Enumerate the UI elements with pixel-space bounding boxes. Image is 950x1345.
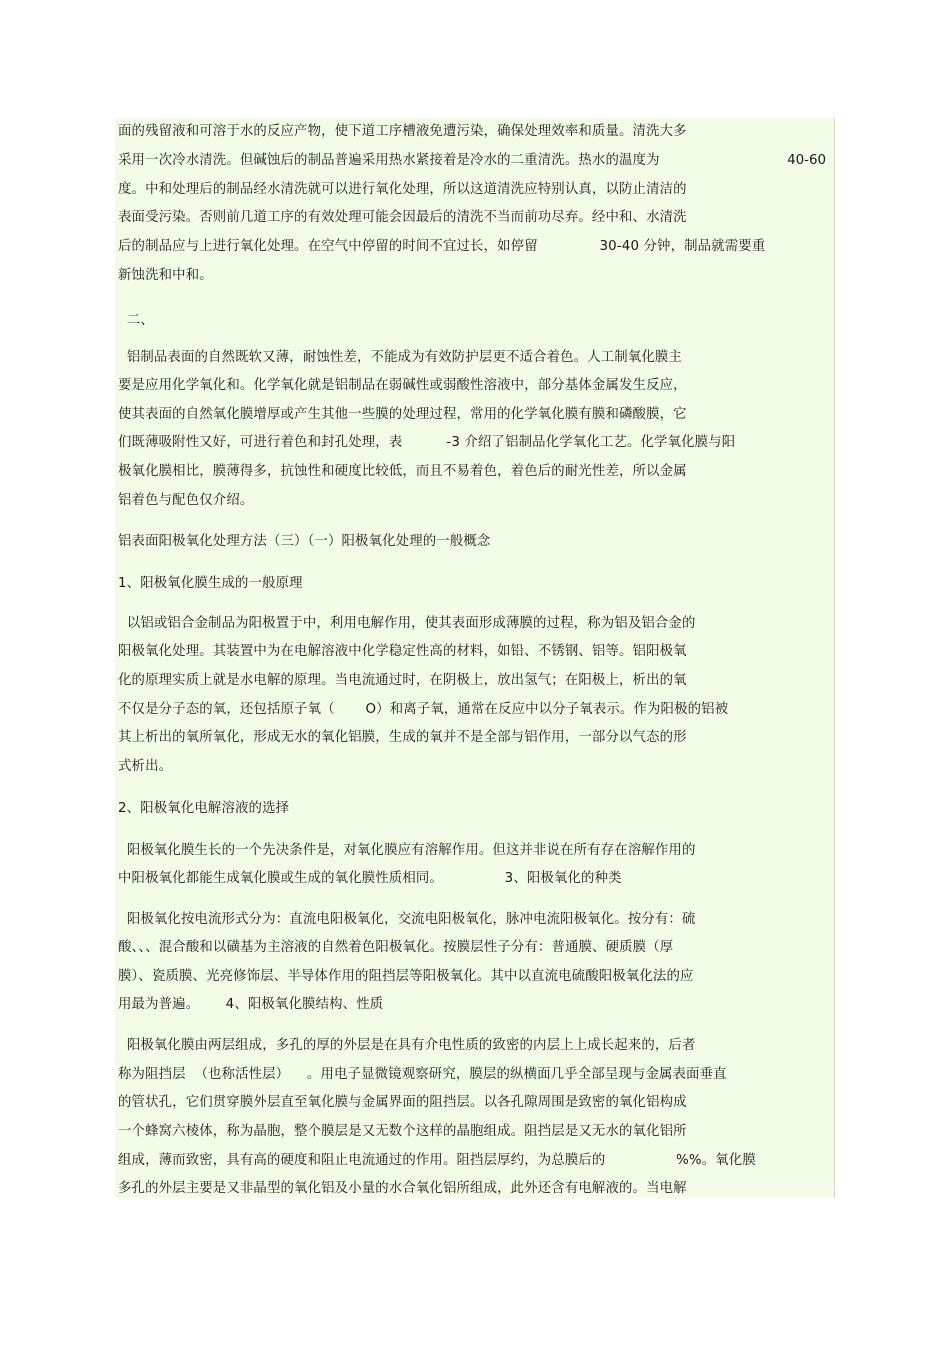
section-heading: 2、阳极氧化电解溶液的选择 (118, 801, 290, 816)
text-line: 用最为普遍。 4、阳极氧化膜结构、性质 (118, 997, 384, 1012)
text-line: 后的制品应与上进行氧化处理。在空气中停留的时间不宜过长，如停留 30-40 分钟，制品就需要重 (118, 239, 766, 254)
text-line: 多孔的外层主要是又非晶型的氧化铝及小量的水合氧化铝所组成，此外还含有电解液的。当电解 (118, 1181, 687, 1196)
section-heading: 1、阳极氧化膜生成的一般原理 (118, 576, 303, 591)
temperature-value: 40-60 (787, 153, 826, 168)
text-line: 极氧化膜相比，膜薄得多，抗蚀性和硬度比较低，而且不易着色，着色后的耐光性差，所以金属 (118, 464, 687, 479)
text-line: 阳极氧化膜生长的一个先决条件是，对氧化膜应有溶解作用。但这并非说在所有存在溶解作用的 (118, 843, 696, 858)
text-line: 新蚀洗和中和。 (118, 268, 213, 283)
text-line: 其上析出的氧所氧化，形成无水的氧化铝膜，生成的氧并不是全部与铝作用，一部分以气态的形 (118, 730, 687, 745)
text-line: 中阳极氧化都能生成氧化膜或生成的氧化膜性质相同。 3、阳极氧化的种类 (118, 871, 622, 886)
text-line: 阳极氧化处理。其装置中为在电解溶液中化学稳定性高的材料，如铅、不锈钢、铝等。铝阳极氧 (118, 644, 687, 659)
text-line: 采用一次冷水清洗。但碱蚀后的制品普遍采用热水紧接着是冷水的二重清洗。热水的温度为 (118, 153, 660, 168)
text-line: 使其表面的自然氧化膜增厚或产生其他一些膜的处理过程，常用的化学氧化膜有膜和磷酸膜，它 (118, 407, 687, 422)
text-line: 以铝或铝合金制品为阳极置于中，利用电解作用，使其表面形成薄膜的过程，称为铝及铝合金的 (118, 616, 696, 631)
text-line: 铝制品表面的自然既软又薄，耐蚀性差，不能成为有效防护层更不适合着色。人工制氧化膜主 (118, 350, 682, 365)
section-heading: 铝表面阳极氧化处理方法（三）（一）阳极氧化处理的一般概念 (118, 534, 491, 549)
text-line: 式析出。 (118, 759, 173, 774)
text-line: 表面受污染。否则前几道工序的有效处理可能会因最后的清洗不当而前功尽弃。经中和、水清洗 (118, 210, 687, 225)
text-line: 化的原理实质上就是水电解的原理。当电流通过时，在阴极上，放出氢气；在阳极上，析出的氧 (118, 673, 687, 688)
text-line: 一个蜂窝六棱体，称为晶胞，整个膜层是又无数个这样的晶胞组成。阻挡层是又无水的氧化铝所 (118, 1124, 687, 1139)
text-line: 铝着色与配色仅介绍。 (118, 493, 254, 508)
text-line: 度。中和处理后的制品经水清洗就可以进行氧化处理，所以这道清洗应特别认真，以防止清洁的 (118, 182, 687, 197)
text-line: 不仅是分子态的氧，还包括原子氧（ O）和离子氧，通常在反应中以分子氧表示。作为阳极的铝被 (118, 702, 729, 717)
text-line: 要是应用化学氧化和。化学氧化就是铝制品在弱碱性或弱酸性溶液中，部分基体金属发生反应， (118, 378, 687, 393)
text-line: 面的残留液和可溶于水的反应产物，使下道工序槽液免遭污染，确保处理效率和质量。清洗大多 (118, 124, 687, 139)
text-line: 们既薄吸附性又好，可进行着色和封孔处理，表 -3 介绍了铝制品化学氧化工艺。化学氧化膜与阳 (118, 435, 736, 450)
text-line: 的管状孔，它们贯穿膜外层直至氧化膜与金属界面的阻挡层。以各孔隙周围是致密的氧化铝构成 (118, 1095, 687, 1110)
section-heading: 二、 (118, 313, 154, 328)
text-line: 酸、、、混合酸和以磺基为主溶液的自然着色阳极氧化。按膜层性子分有：普通膜、硬质膜（厚 (118, 940, 674, 955)
text-line: 称为阻挡层 （也称活性层） 。用电子显微镜观察研究，膜层的纵横面几乎全部呈现与金属表面垂直 (118, 1067, 727, 1082)
text-line: 阳极氧化按电流形式分为：直流电阳极氧化，交流电阳极氧化，脉冲电流阳极氧化。按分有：硫 (118, 912, 696, 927)
text-line: 组成，薄而致密，具有高的硬度和阻止电流通过的作用。阻挡层厚约，为总膜后的 %%。氧化膜 (118, 1153, 756, 1168)
text-line: 阳极氧化膜由两层组成，多孔的厚的外层是在具有介电性质的致密的内层上上成长起来的，后者 (118, 1038, 696, 1053)
text-line: 膜）、瓷质膜、光亮修饰层、半导体作用的阻挡层等阳极氧化。其中以直流电硫酸阳极氧化法的应 (118, 969, 694, 984)
